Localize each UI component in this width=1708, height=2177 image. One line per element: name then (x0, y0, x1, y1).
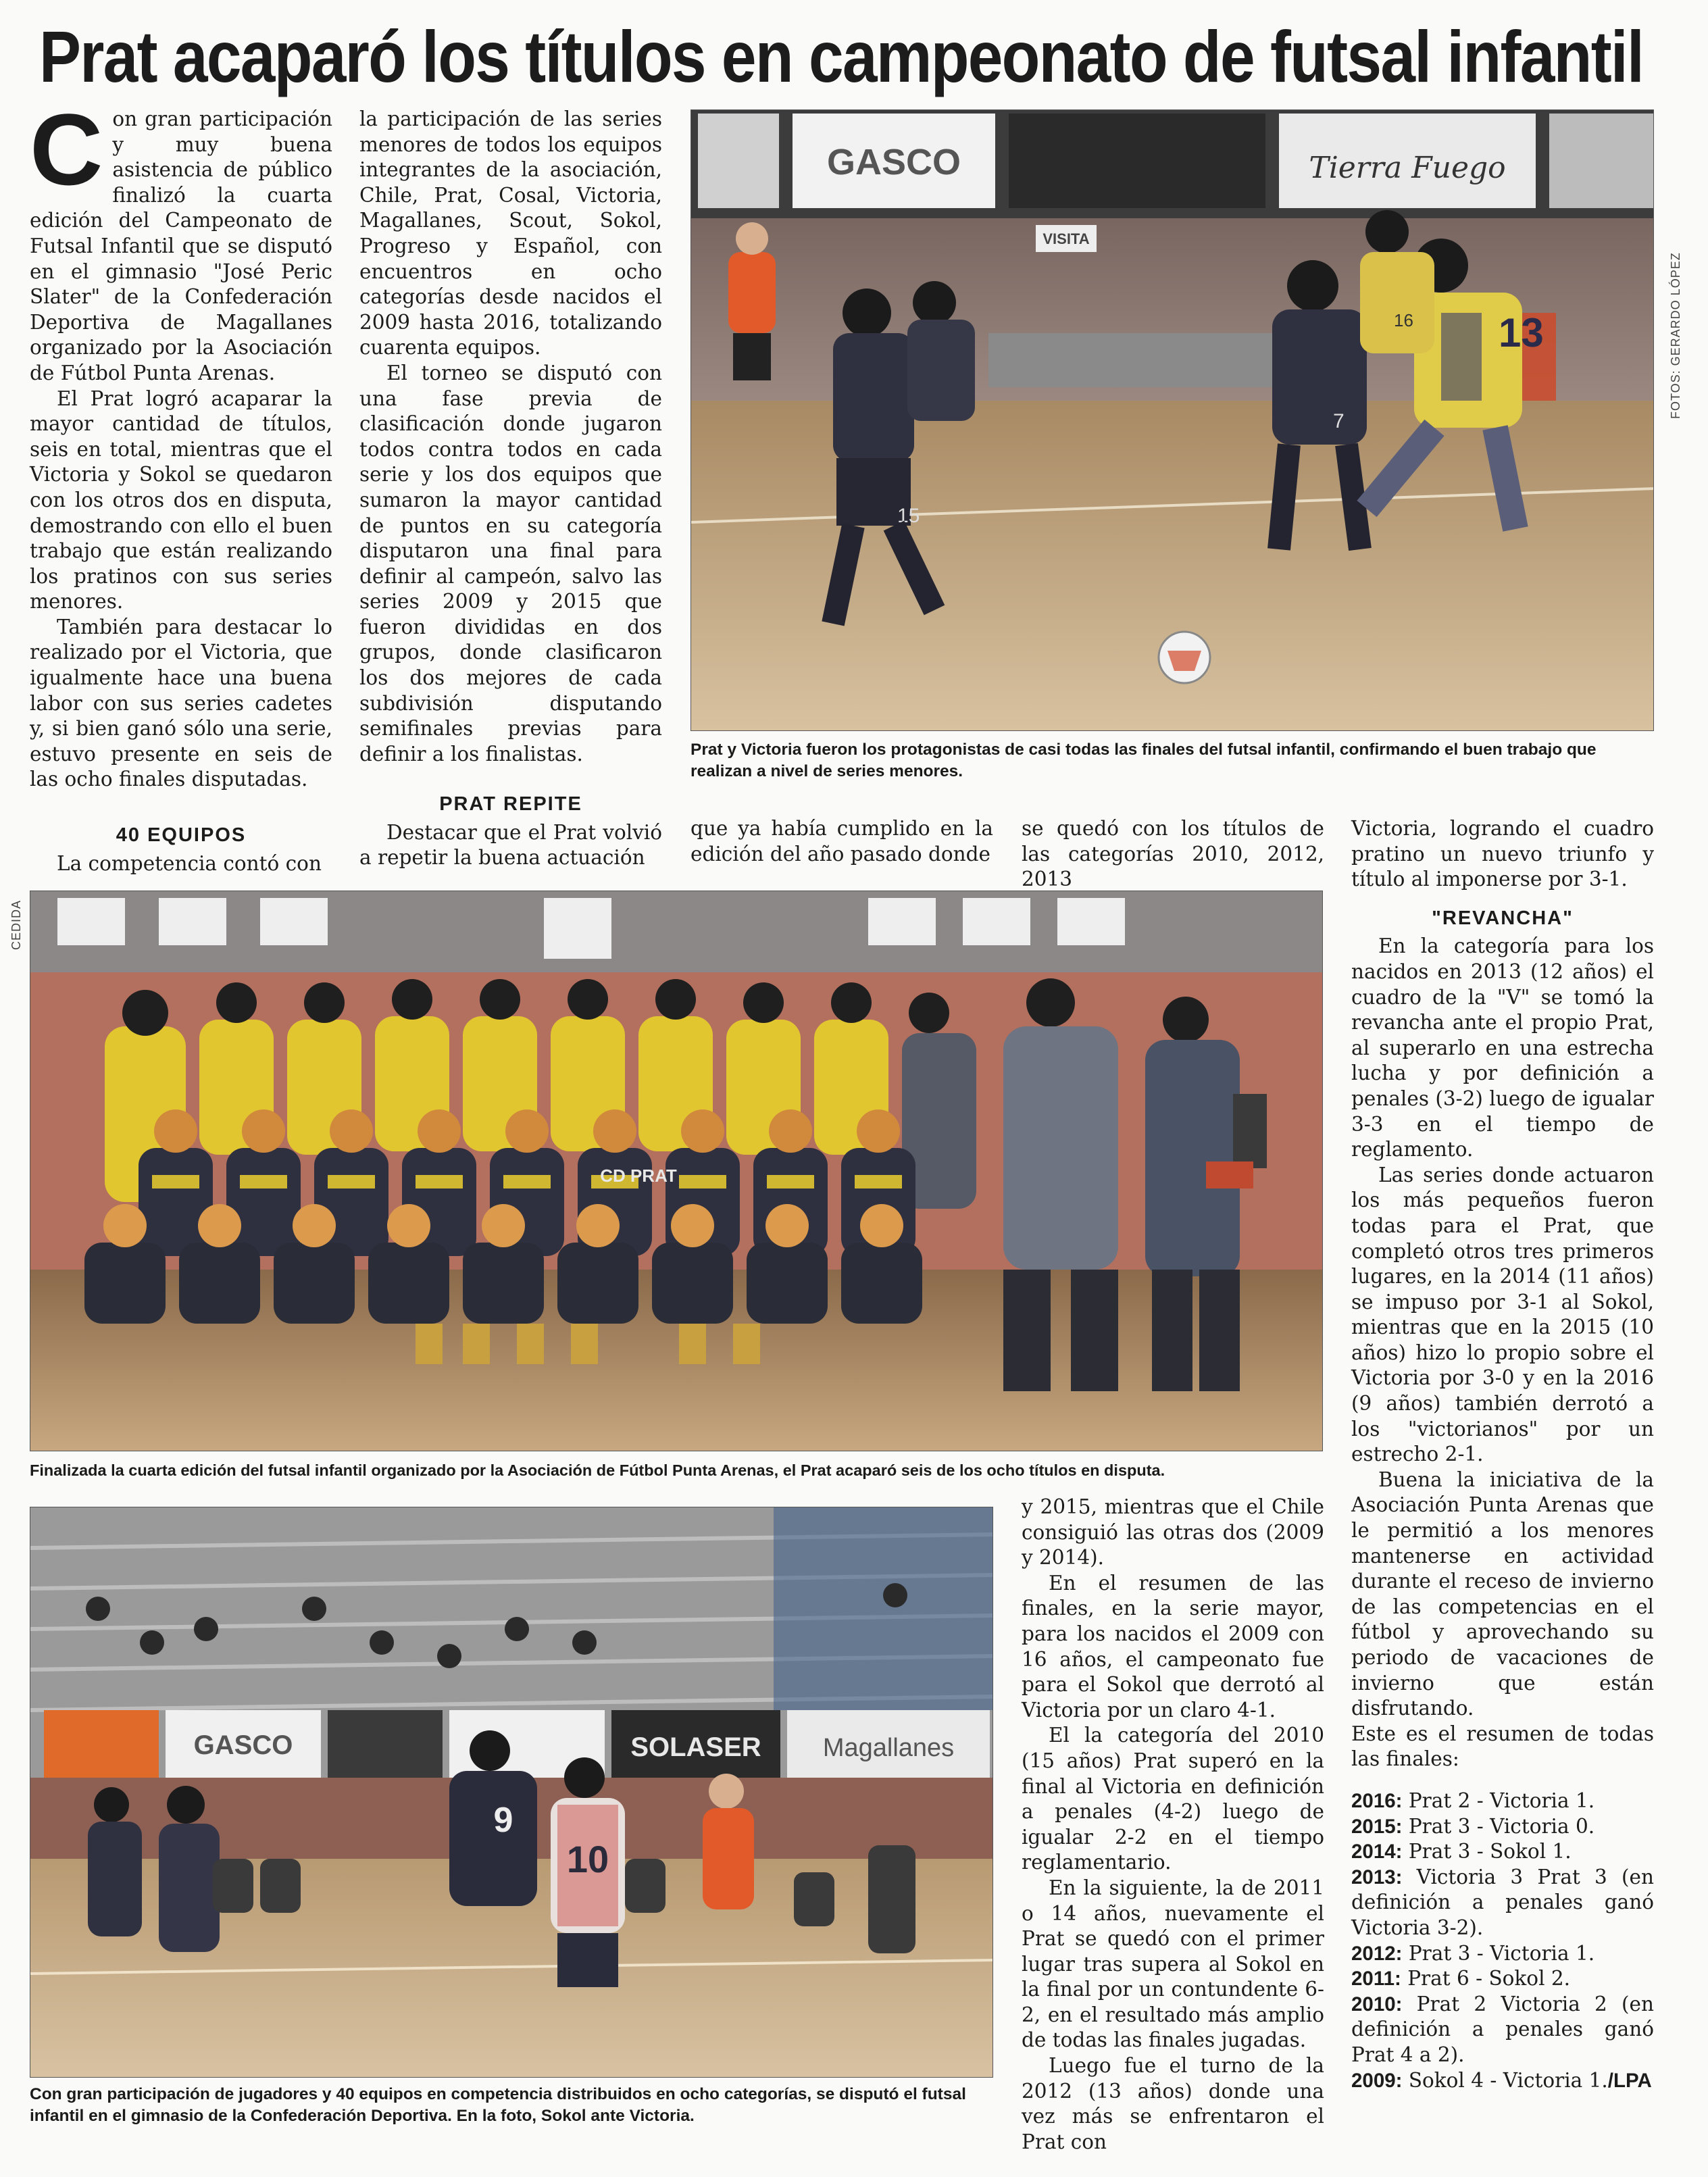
subhead-40-equipos: 40 EQUIPOS (116, 824, 247, 846)
author-sign: /LPA (1607, 2069, 1652, 2092)
sign-gasco: GASCO (826, 142, 961, 182)
intro-paragraph-1: Con gran participación y muy buena asistencia de público finalizó la cuarta edición del Campeonato de Futsal Infantil que se disputó en el gimnasio "José Peric Slater" de la Confederación Deportiva de Magallanes organizado por la Asociación de Fútbol Punta Arenas. (30, 93, 332, 384)
right-paragraph-3: Buena la iniciativa de la Asociación Punta Arenas que le permitió a los menores mantenerse en actividad durante el receso de invierno de las competencias en el fútbol y aprovechando su periodo de vacaciones de invierno que están disfrutando. (1351, 1468, 1654, 1720)
result-2015: 2015: Prat 3 - Victoria 0. (1351, 1814, 1595, 1838)
result-2011: 2011: Prat 6 - Sokol 2. (1351, 1967, 1571, 1991)
shirt-text: CD PRAT (600, 1166, 677, 1186)
photo1-caption: Prat y Victoria fueron los protagonistas de casi todas las finales del futsal infantil, confirmando el buen trabajo que realizan a nivel de series menores. (690, 741, 1597, 780)
column-3-lower (1022, 1495, 1324, 2155)
sign-gasco-2: GASCO (193, 1730, 293, 1760)
intro-paragraph-3: También para destacar lo realizado por el Victoria, que igualmente hace una buena labor con sus series cadetes y, si bien ganó sólo una serie, estuvo presente en seis de las ocho finales disputadas. (30, 615, 332, 791)
strip-4-text: se quedó con los títulos de las categorías 2010, 2012, 2013 (1022, 817, 1324, 891)
mid-paragraph-1: En el resumen de las finales, en la serie mayor, para los nacidos el 2009 con 16 años, el campeonato fue para el Sokol que derrotó al Victoria por un claro 4-1. (1022, 1571, 1324, 1722)
photo-team-prat (30, 891, 1323, 1451)
results-list (1351, 1788, 1654, 2093)
photo2-caption: Finalizada la cuarta edición del futsal infantil organizado por la Asociación de Fútbol Punta Arenas, el Prat acaparó seis de los ocho títulos en disputa. (30, 1461, 1165, 1479)
strip-3-text: que ya había cumplido en la edición del año pasado donde (690, 817, 993, 866)
subhead-prat-repite: PRAT REPITE (439, 793, 582, 815)
jersey-number-15: 15 (897, 505, 920, 527)
result-2010: 2010: Prat 2 Victoria 2 (en definición a penales ganó Prat 4 a 2). (1351, 1992, 1654, 2066)
column-2-continued (359, 785, 662, 871)
sign-tierra-fuego: Tierra Fuego (1309, 151, 1506, 185)
photo3-caption: Con gran participación de jugadores y 40 equipos en competencia distribuidos en ocho categorías, se disputó el futsal infantil en el gimnasio de la Confederación Deportiva. En la foto, Sokol ante Victoria. (30, 2085, 966, 2125)
photo3-scene (30, 1507, 993, 2078)
jersey-number-9: 9 (493, 1801, 513, 1840)
photo-match-sokol-victoria (30, 1507, 993, 2078)
jersey-number-16: 16 (1394, 310, 1413, 330)
photo-match-prat-victoria (690, 109, 1654, 731)
col2-paragraph-2: El torneo se disputó con una fase previa de clasificación donde jugaron todos contra todos en cada serie y los dos equipos que sumaron la mayor cantidad de puntos en su categoría disputaron una final para definir al campeón, salvo las series 2009 y 2015 que fueron divididas en dos grupos, donde clasificaron los dos mejores de cada subdivisión disputando semifinales previas para definir a los finalistas. (359, 361, 662, 766)
section-40-text: La competencia contó con (57, 851, 322, 875)
jersey-number-13: 13 (1499, 310, 1544, 355)
jersey-number-7: 7 (1333, 410, 1345, 432)
photo1-scene (691, 110, 1654, 731)
dropcap: C (30, 93, 103, 206)
column-2 (359, 107, 662, 767)
mid-paragraph-2: El la categoría del 2010 (15 años) Prat superó en la final al Victoria en definición a penales (4-2) luego de igualar 2-2 en el tiempo reglamentario. (1022, 1724, 1324, 1874)
mid-paragraph-0: y 2015, mientras que el Chile consiguió las otras dos (2009 y 2014). (1022, 1495, 1324, 1570)
right-paragraph-0: Victoria, logrando el cuadro pratino un nuevo triunfo y título al imponerse por 3-1. (1351, 817, 1654, 891)
sign-visita: VISITA (1043, 230, 1090, 247)
result-2016: 2016: Prat 2 - Victoria 1. (1351, 1788, 1595, 1812)
column-3-strip (690, 816, 993, 867)
col2-paragraph-1: la participación de las series menores de todos los equipos integrantes de la asociación, Chile, Prat, Cosal, Victoria, Magallanes, Scout, Sokol, Progreso y Español, con encuentros en ocho categorías desde nacidos el 2009 hasta 2016, totalizando cuarenta equipos. (359, 107, 662, 359)
result-2012: 2012: Prat 3 - Victoria 1. (1351, 1941, 1595, 1965)
mid-paragraph-3: En la siguiente, la de 2011 o 14 años, nuevamente el Prat se quedó con el primer lugar tras supera al Sokol en la final por un contundente 6-2, en el resultado más amplio de todas las finales jugadas. (1022, 1876, 1324, 2052)
photo2-scene (30, 891, 1323, 1451)
jersey-number-10: 10 (566, 1838, 609, 1880)
result-2009: 2009: Sokol 4 - Victoria 1./LPA (1351, 2068, 1652, 2092)
sign-magallanes: Magallanes (822, 1734, 955, 1762)
column-5 (1351, 816, 1654, 2093)
column-1 (30, 93, 332, 793)
result-2013: 2013: Victoria 3 Prat 3 (en definición a penales ganó Victoria 3-2). (1351, 1865, 1654, 1939)
intro-paragraph-2: El Prat logró acaparar la mayor cantidad de títulos, seis en total, mientras que el Victoria y Sokol se quedaron con los otros dos en disputa, demostrando con ello el buen trabajo que están realizando los pratinos con sus series menores. (30, 386, 332, 614)
subhead-revancha: "REVANCHA" (1432, 907, 1574, 929)
photo-credit: FOTOS: GERARDO LÓPEZ (1669, 252, 1682, 419)
result-2014: 2014: Prat 3 - Sokol 1. (1351, 1840, 1572, 1863)
column-1-continued (30, 816, 332, 876)
sign-solaser: SOLASER (630, 1732, 761, 1762)
right-paragraph-2: Las series donde actuaron los más pequeños fueron todas para el Prat, que completó otros tres primeros lugares, en la 2014 (11 años) se impuso por 3-1 al Sokol, mientras que en la 2015 (10 años) hizo lo propio sobre el Victoria por 3-0 y en la 2016 (9 años) también derrotó a los "victorianos" por un estrecho 2-1. (1351, 1163, 1654, 1466)
mid-paragraph-4: Luego fue el turno de la 2012 (13 años) donde una vez más se enfrentaron el Prat con (1022, 2054, 1324, 2153)
section-repite-text: Destacar que el Prat volvió a repetir la buena actuación (359, 820, 662, 870)
headline: Prat acaparó los títulos en campeonato de futsal infantil (39, 16, 1644, 97)
right-paragraph-4: Este es el resumen de todas las finales: (1351, 1722, 1654, 1771)
photo2-credit: CEDIDA (9, 899, 23, 950)
column-4-strip (1022, 816, 1324, 893)
right-paragraph-1: En la categoría para los nacidos en 2013 (12 años) el cuadro de la "V" se tomó la revancha ante el propio Prat, al superarlo en una estrecha lucha y por definición a penales (3-2) luego de igualar 3-3 en el tiempo de reglamento. (1351, 934, 1654, 1161)
